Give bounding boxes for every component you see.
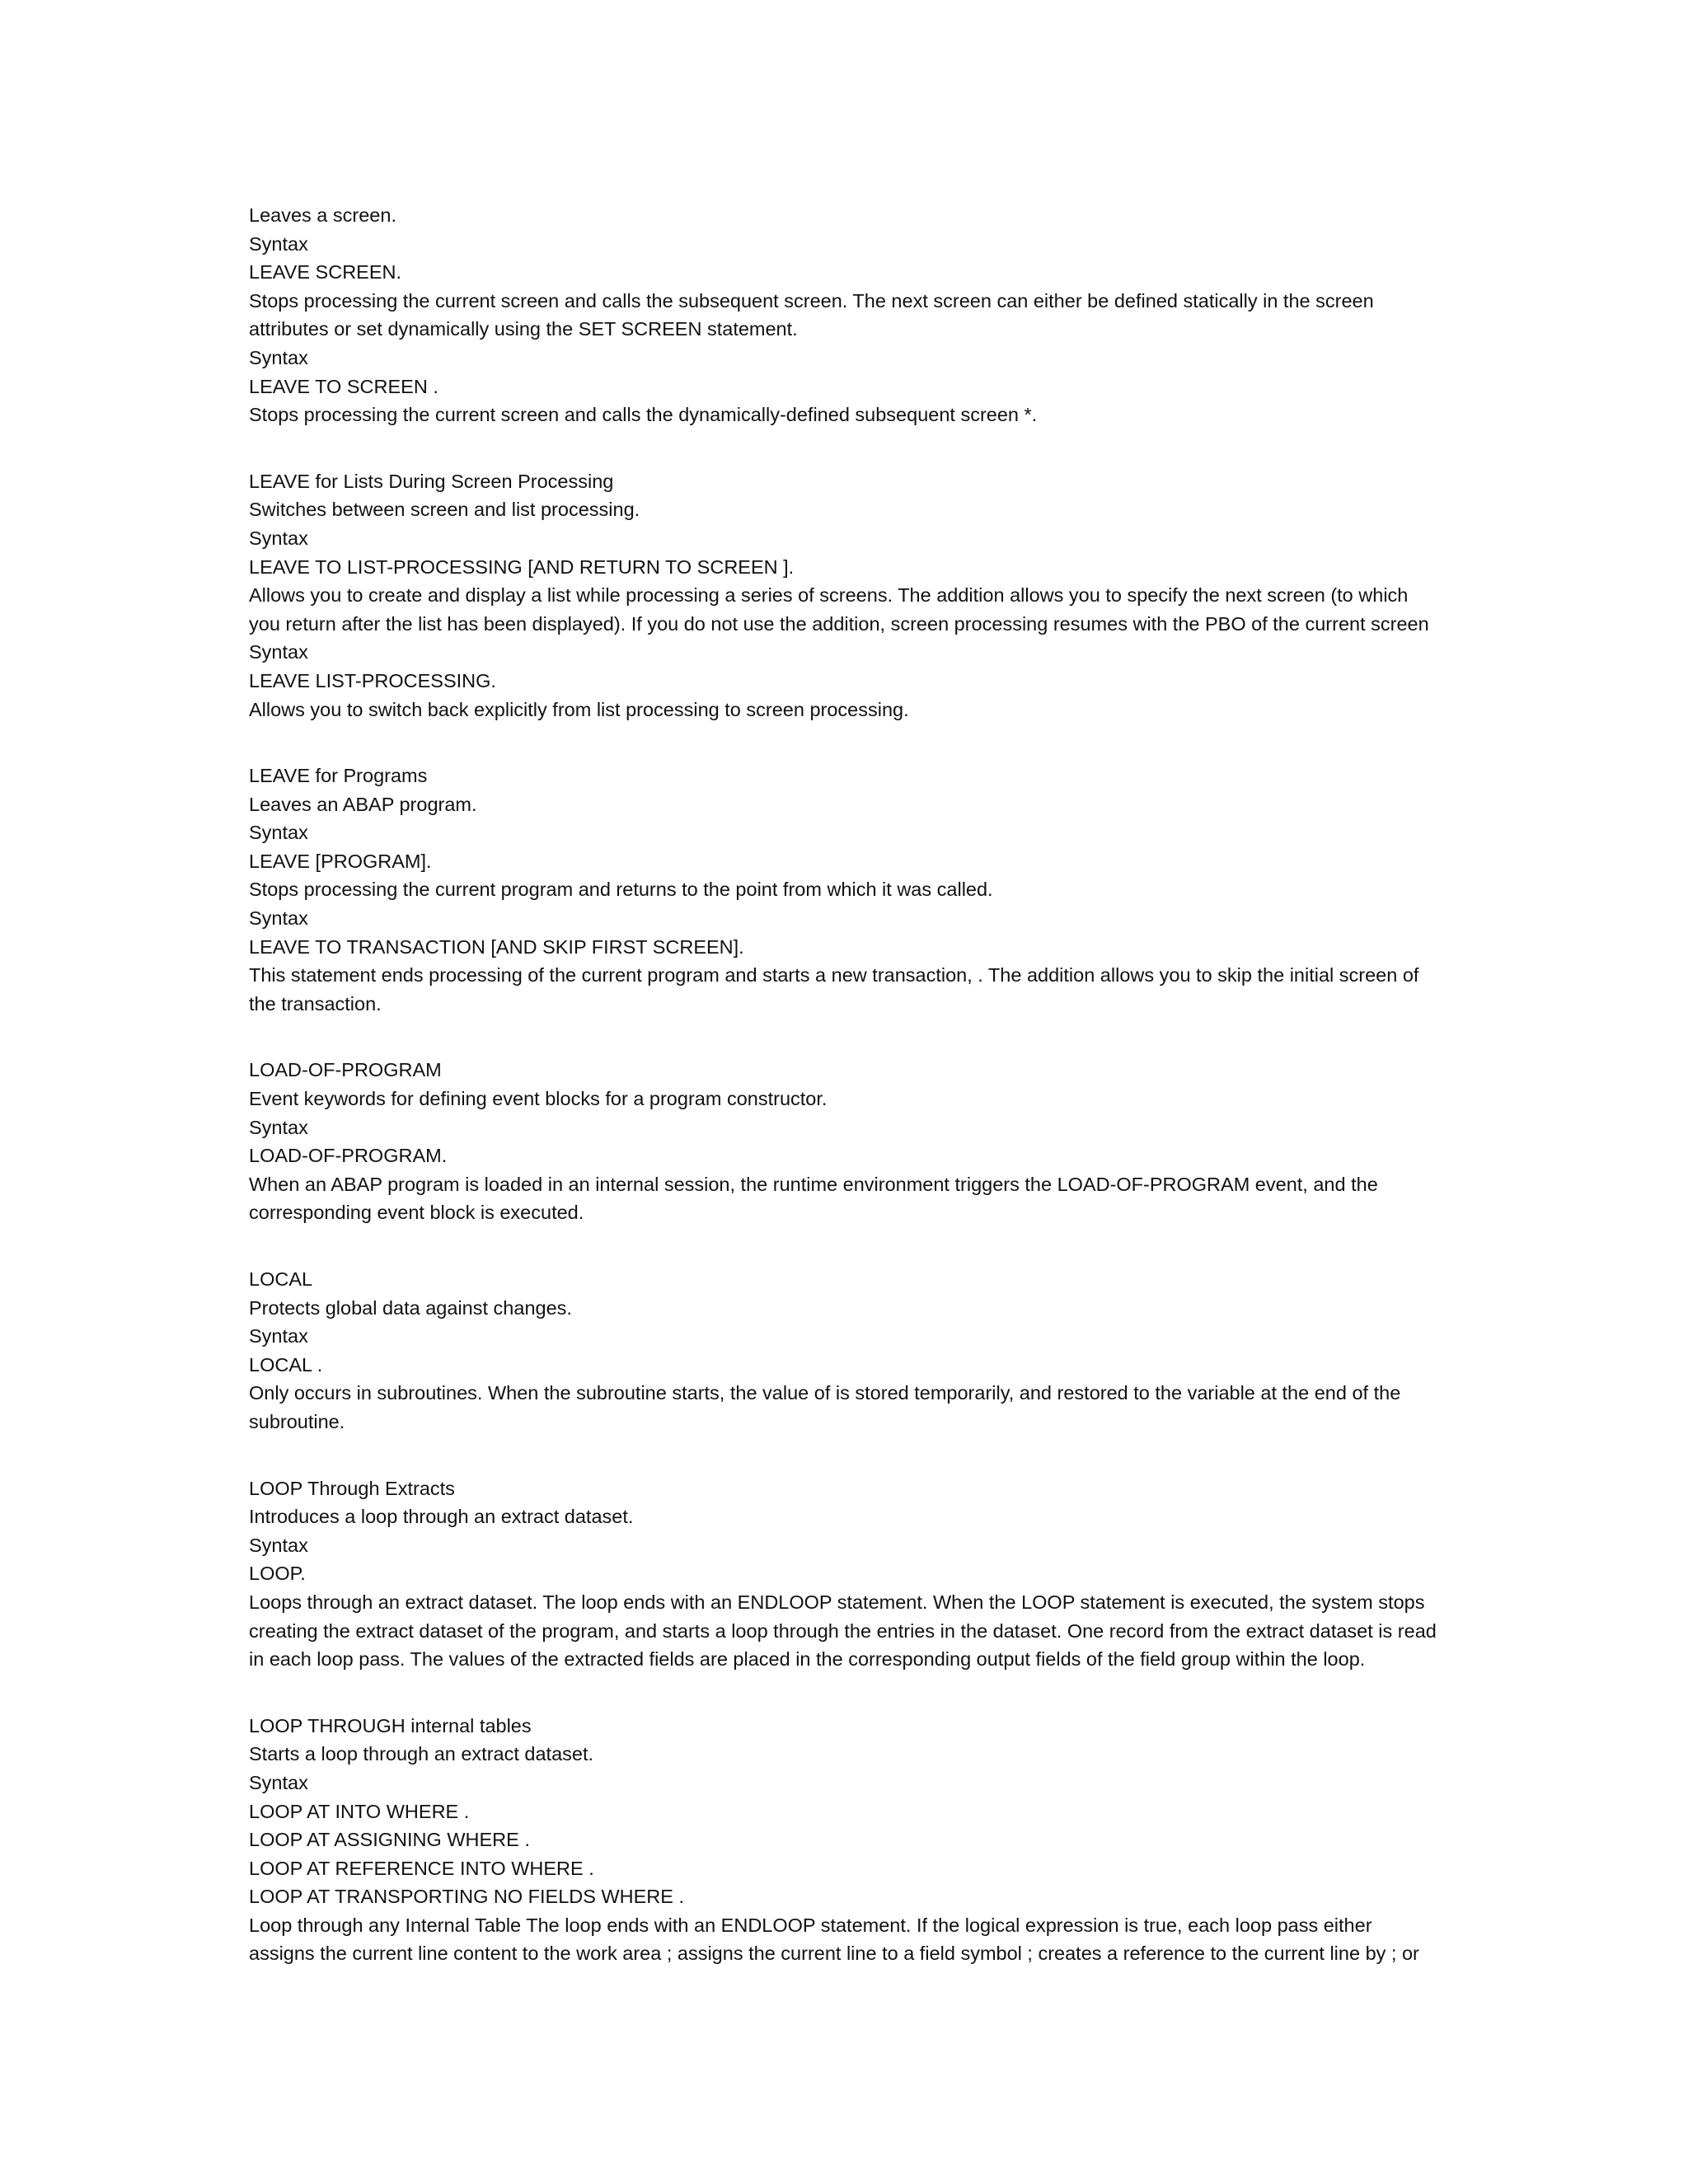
section-spacer: [249, 1674, 1444, 1712]
keyword-section: [249, 1056, 1444, 1227]
text-line: Syntax: [249, 641, 308, 663]
text-line: LEAVE SCREEN.: [249, 261, 402, 284]
text-line: Switches between screen and list processing.: [249, 499, 640, 521]
text-line: Syntax: [249, 232, 308, 255]
text-line: LEAVE [PROGRAM].: [249, 850, 432, 872]
text-line: LOCAL .: [249, 1353, 323, 1376]
text-line: attributes or set dynamically using the SET SCREEN statement.: [249, 318, 798, 340]
text-line: corresponding event block is executed.: [249, 1202, 584, 1224]
text-line: LEAVE LIST-PROCESSING.: [249, 669, 496, 691]
section-spacer: [249, 1018, 1444, 1056]
text-line: subroutine.: [249, 1410, 345, 1432]
text-line: Loop through any Internal Table The loop ends with an ENDLOOP statement. If the logical expression is true, each loop pass either: [249, 1914, 1372, 1936]
text-line: LOAD-OF-PROGRAM.: [249, 1145, 448, 1167]
keyword-section: [249, 1712, 1444, 1968]
text-line: Starts a loop through an extract dataset.: [249, 1743, 594, 1765]
text-line: Syntax: [249, 346, 308, 368]
text-line: This statement ends processing of the current program and starts a new transaction, . The addition allows you to skip the initial screen of: [249, 964, 1419, 987]
text-line: Protects global data against changes.: [249, 1296, 572, 1319]
text-line: Introduces a loop through an extract dataset.: [249, 1506, 634, 1528]
text-line: LOOP AT INTO WHERE .: [249, 1800, 470, 1822]
keyword-section: [249, 1265, 1444, 1436]
text-line: Allows you to switch back explicitly from list processing to screen processing.: [249, 698, 909, 720]
section-heading: LEAVE for Programs: [249, 765, 428, 787]
text-line: Leaves an ABAP program.: [249, 793, 477, 815]
text-line: the transaction.: [249, 992, 382, 1015]
document-page: [249, 201, 1444, 1968]
keyword-section: [249, 201, 1444, 429]
text-line: LEAVE TO LIST-PROCESSING [AND RETURN TO SCREEN ].: [249, 555, 795, 578]
text-line: LEAVE TO SCREEN .: [249, 375, 438, 397]
text-line: Only occurs in subroutines. When the subroutine starts, the value of is stored temporarily, and restored to the variable at the end of the: [249, 1382, 1401, 1404]
text-line: Syntax: [249, 527, 308, 549]
text-line: Syntax: [249, 1116, 308, 1138]
section-spacer: [249, 1227, 1444, 1265]
text-line: Event keywords for defining event blocks for a program constructor.: [249, 1088, 828, 1110]
text-line: Syntax: [249, 1325, 308, 1347]
section-heading: LOOP Through Extracts: [249, 1477, 455, 1499]
keyword-section: [249, 467, 1444, 724]
section-heading: LOAD-OF-PROGRAM: [249, 1059, 442, 1081]
keyword-section: [249, 762, 1444, 1018]
text-line: When an ABAP program is loaded in an internal session, the runtime environment triggers the LOAD-OF-PROGRAM event, and the: [249, 1173, 1378, 1195]
text-line: Syntax: [249, 1771, 308, 1793]
section-spacer: [249, 1436, 1444, 1474]
text-line: assigns the current line content to the work area ; assigns the current line to a field symbol ; creates a reference to the current line by ; or: [249, 1943, 1419, 1965]
text-line: LOOP AT TRANSPORTING NO FIELDS WHERE .: [249, 1886, 684, 1908]
text-line: Syntax: [249, 822, 308, 844]
text-line: LOOP.: [249, 1563, 306, 1585]
section-spacer: [249, 724, 1444, 762]
text-line: in each loop pass. The values of the extracted fields are placed in the corresponding output fields of the field group within the loop.: [249, 1648, 1366, 1671]
text-line: LEAVE TO TRANSACTION [AND SKIP FIRST SCREEN].: [249, 935, 744, 958]
section-spacer: [249, 429, 1444, 467]
text-line: Syntax: [249, 1534, 308, 1556]
text-line: Leaves a screen.: [249, 204, 396, 226]
section-heading: LOOP THROUGH internal tables: [249, 1714, 532, 1736]
text-line: Stops processing the current screen and calls the subsequent screen. The next screen can either be defined statically in the screen: [249, 289, 1374, 312]
keyword-section: [249, 1474, 1444, 1674]
text-line: creating the extract dataset of the program, and starts a loop through the entries in the dataset. One record from the extract dataset is read: [249, 1619, 1437, 1642]
text-line: Allows you to create and display a list while processing a series of screens. The addition allows you to specify the next screen (to which: [249, 584, 1409, 607]
text-line: Loops through an extract dataset. The loop ends with an ENDLOOP statement. When the LOOP statement is executed, the system stops: [249, 1591, 1425, 1613]
section-heading: LEAVE for Lists During Screen Processing: [249, 470, 614, 492]
text-line: you return after the list has been displayed). If you do not use the addition, screen processing resumes with the PBO of the current screen: [249, 612, 1429, 635]
text-line: Stops processing the current program and returns to the point from which it was called.: [249, 879, 993, 901]
text-line: Syntax: [249, 907, 308, 930]
text-line: LOOP AT ASSIGNING WHERE .: [249, 1829, 530, 1851]
text-line: Stops processing the current screen and calls the dynamically-defined subsequent screen *.: [249, 404, 1038, 426]
section-heading: LOCAL: [249, 1268, 313, 1290]
text-line: LOOP AT REFERENCE INTO WHERE .: [249, 1857, 594, 1879]
